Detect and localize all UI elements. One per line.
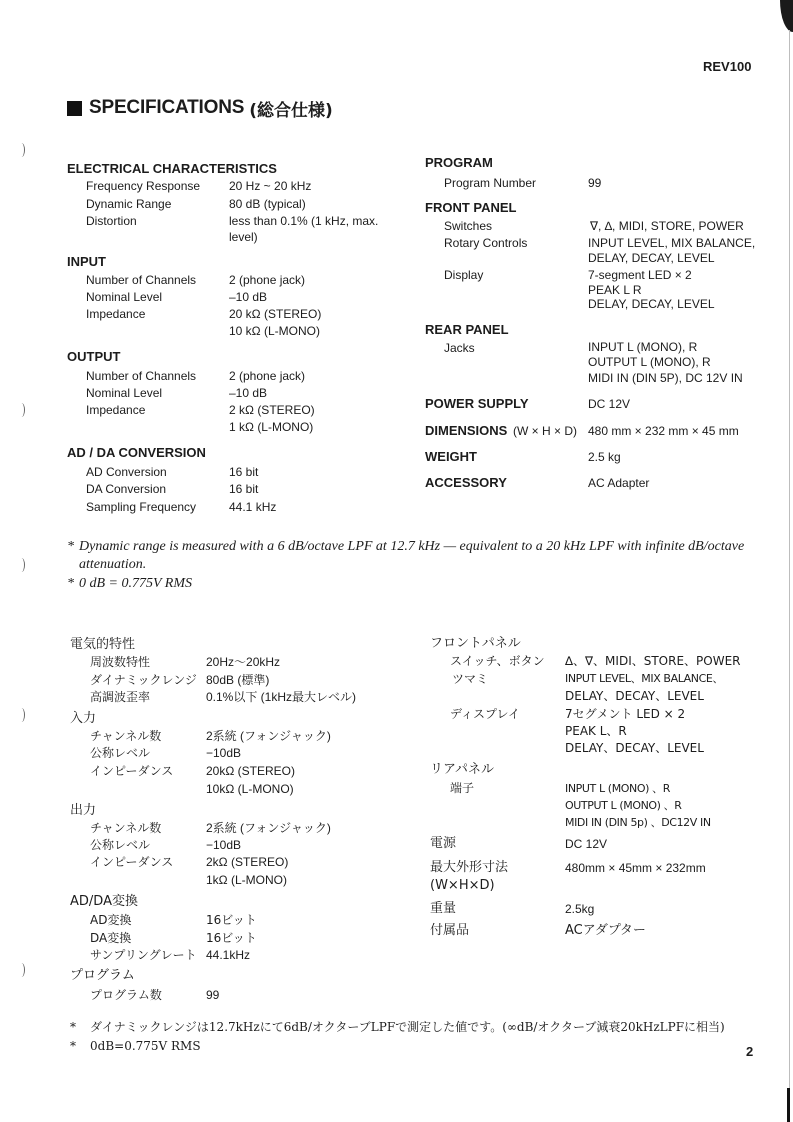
jp-output-impedance-stereo-value: 2kΩ (STEREO)	[206, 855, 289, 869]
jp-distortion-value: 0.1%以下 (1kHz最大レベル)	[206, 690, 357, 704]
sampling-frequency-value: 44.1 kHz	[229, 500, 277, 514]
front-panel-heading: FRONT PANEL	[425, 200, 517, 215]
jp-input-channels-value: 2系統 (フォンジャック)	[206, 729, 331, 743]
da-conversion-value: 16 bit	[229, 482, 259, 496]
display-value-line-2: PEAK L R	[588, 283, 642, 297]
display-label: Display	[444, 268, 484, 282]
dynamic-range-value: 80 dB (typical)	[229, 197, 306, 211]
jacks-value-line-1: INPUT L (MONO), R	[588, 340, 698, 354]
jp-front-panel-heading: フロントパネル	[430, 636, 521, 651]
jp-power-supply-heading: 電源	[430, 836, 457, 851]
accessory-heading: ACCESSORY	[425, 475, 507, 490]
jp-dimensions-axes-label: (W×H×D)	[430, 878, 495, 893]
jp-display-value-line-1: 7セグメント LED × 2	[565, 707, 686, 721]
jp-distortion-label: 高調波歪率	[90, 690, 151, 704]
title-square-icon	[67, 101, 82, 116]
distortion-value-line-1: less than 0.1% (1 kHz, max.	[229, 214, 379, 228]
distortion-label: Distortion	[86, 214, 137, 228]
footnote-marker: *	[67, 576, 74, 591]
accessory-value: AC Adapter	[588, 476, 650, 490]
jp-dynamic-range-footnote: ダイナミックレンジは12.7kHzにて6dB/オクターブLPFで測定した値です。(∞dB/オクターブ減衰20kHzLPFに相当)	[90, 1020, 725, 1034]
jp-program-number-value: 99	[206, 988, 220, 1002]
power-supply-value: DC 12V	[588, 397, 631, 411]
da-conversion-label: DA Conversion	[86, 482, 167, 496]
jp-footnote-marker: *	[70, 1020, 76, 1034]
jp-dynamic-range-value: 80dB (標準)	[206, 673, 270, 687]
dimensions-axes-label: (W × H × D)	[513, 424, 578, 438]
jp-input-nominal-level-label: 公称レベル	[90, 746, 151, 760]
jp-weight-heading: 重量	[430, 901, 457, 916]
jacks-value-line-3: MIDI IN (DIN 5P), DC 12V IN	[588, 371, 743, 385]
output-channels-label: Number of Channels	[86, 369, 197, 383]
program-heading: PROGRAM	[425, 155, 493, 170]
scan-edge-bottom	[787, 1088, 790, 1122]
sampling-frequency-label: Sampling Frequency	[86, 500, 197, 514]
jp-dimensions-heading: 最大外形寸法	[430, 860, 509, 875]
page-number: 2	[746, 1044, 754, 1059]
jp-accessory-heading: 付属品	[430, 923, 470, 938]
jp-switches-value: ∆、∇、MIDI、STORE、POWER	[565, 654, 741, 668]
jp-weight-value: 2.5kg	[565, 902, 595, 916]
jp-sampling-rate-label: サンプリングレート	[90, 948, 197, 962]
jp-output-impedance-mono-value: 1kΩ (L-MONO)	[206, 873, 287, 887]
power-supply-heading: POWER SUPPLY	[425, 396, 529, 411]
jp-display-value-line-2: PEAK L、R	[565, 724, 627, 738]
jp-program-number-label: プログラム数	[90, 988, 162, 1002]
jp-dynamic-range-label: ダイナミックレンジ	[90, 673, 197, 687]
jp-ad-da-conversion-heading: AD/DA変換	[70, 894, 138, 909]
jp-output-nominal-level-label: 公称レベル	[90, 838, 151, 852]
page-heading	[67, 96, 333, 120]
input-impedance-stereo-value: 20 kΩ (STEREO)	[229, 307, 322, 321]
dynamic-range-footnote-line-2: attenuation.	[79, 557, 147, 572]
jp-knobs-value-line-1: INPUT LEVEL、MIX BALANCE、	[565, 672, 724, 685]
electrical-characteristics-heading: ELECTRICAL CHARACTERISTICS	[67, 161, 277, 176]
jp-ad-conversion-value: 16ビット	[206, 913, 257, 927]
switches-value: ∇, ∆, MIDI, STORE, POWER	[590, 219, 744, 233]
output-nominal-level-value: –10 dB	[229, 386, 268, 400]
title-jp-text: (総合仕様)	[249, 100, 333, 121]
jp-input-heading: 入力	[70, 711, 97, 726]
jp-display-value-line-3: DELAY、DECAY、LEVEL	[565, 741, 704, 755]
jp-display-label: ディスプレイ	[450, 707, 520, 721]
jp-output-channels-value: 2系統 (フォンジャック)	[206, 821, 331, 835]
jp-frequency-response-label: 周波数特性	[90, 655, 151, 669]
jp-output-impedance-label: インピーダンス	[90, 855, 174, 869]
jp-sampling-rate-value: 44.1kHz	[206, 948, 251, 962]
switches-label: Switches	[444, 219, 493, 233]
jp-power-supply-value: DC 12V	[565, 837, 608, 851]
frequency-response-label: Frequency Response	[86, 179, 201, 193]
display-value-line-1: 7-segment LED × 2	[588, 268, 692, 282]
binding-hole-mark	[18, 708, 25, 722]
jp-da-conversion-label: DA変換	[90, 931, 132, 945]
jp-program-heading: プログラム	[70, 968, 135, 983]
reference-level-footnote: 0 dB = 0.775V RMS	[79, 576, 193, 591]
weight-value: 2.5 kg	[588, 450, 621, 464]
jp-input-channels-label: チャンネル数	[90, 729, 162, 743]
model-name: REV100	[703, 59, 752, 74]
dimensions-heading: DIMENSIONS	[425, 423, 508, 438]
output-channels-value: 2 (phone jack)	[229, 369, 306, 383]
binding-hole-mark	[18, 963, 25, 977]
jacks-value-line-2: OUTPUT L (MONO), R	[588, 355, 711, 369]
ad-da-conversion-heading: AD / DA CONVERSION	[67, 445, 206, 460]
rotary-controls-value-line-1: INPUT LEVEL, MIX BALANCE,	[588, 236, 756, 250]
scan-edge-line	[789, 30, 790, 1090]
input-impedance-label: Impedance	[86, 307, 146, 321]
input-channels-value: 2 (phone jack)	[229, 273, 306, 287]
jp-input-impedance-stereo-value: 20kΩ (STEREO)	[206, 764, 295, 778]
rotary-controls-value-line-2: DELAY, DECAY, LEVEL	[588, 251, 715, 265]
input-nominal-level-label: Nominal Level	[86, 290, 163, 304]
jp-knobs-value-line-2: DELAY、DECAY、LEVEL	[565, 689, 704, 703]
dynamic-range-footnote-line-1: Dynamic range is measured with a 6 dB/octave LPF at 12.7 kHz — equivalent to a 20 kHz LPF with infinite dB/octave	[79, 539, 745, 554]
jp-electrical-characteristics-heading: 電気的特性	[70, 637, 136, 652]
jp-input-impedance-mono-value: 10kΩ (L-MONO)	[206, 782, 294, 796]
frequency-response-value: 20 Hz ~ 20 kHz	[229, 179, 312, 193]
scan-edge-corner	[780, 0, 793, 32]
input-heading: INPUT	[67, 254, 106, 269]
jp-jacks-value-line-2: OUTPUT L (MONO) 、R	[565, 799, 682, 812]
output-heading: OUTPUT	[67, 349, 121, 364]
input-impedance-mono-value: 10 kΩ (L-MONO)	[229, 324, 320, 338]
jp-knobs-label: ツマミ	[452, 672, 489, 686]
dimensions-value: 480 mm × 232 mm × 45 mm	[588, 424, 739, 438]
binding-hole-mark	[18, 558, 25, 572]
rotary-controls-label: Rotary Controls	[444, 236, 528, 250]
footnote-marker: *	[67, 539, 74, 554]
jp-jacks-value-line-1: INPUT L (MONO) 、R	[565, 782, 670, 795]
rear-panel-heading: REAR PANEL	[425, 322, 509, 337]
jp-dimensions-value: 480mm × 45mm × 232mm	[565, 861, 706, 875]
jp-input-nominal-level-value: −10dB	[206, 746, 242, 760]
jp-reference-level-footnote: 0dB=0.775V RMS	[90, 1039, 201, 1053]
output-impedance-label: Impedance	[86, 403, 146, 417]
display-value-line-3: DELAY, DECAY, LEVEL	[588, 297, 715, 311]
jp-input-impedance-label: インピーダンス	[90, 764, 174, 778]
output-nominal-level-label: Nominal Level	[86, 386, 163, 400]
weight-heading: WEIGHT	[425, 449, 477, 464]
program-number-value: 99	[588, 176, 602, 190]
title-text: SPECIFICATIONS	[89, 97, 245, 118]
dynamic-range-label: Dynamic Range	[86, 197, 172, 211]
output-impedance-mono-value: 1 kΩ (L-MONO)	[229, 420, 314, 434]
jp-output-nominal-level-value: −10dB	[206, 838, 242, 852]
input-channels-label: Number of Channels	[86, 273, 197, 287]
jp-frequency-response-value: 20Hz〜20kHz	[206, 655, 281, 669]
jp-switches-label: スイッチ、ボタン	[450, 654, 545, 668]
program-number-label: Program Number	[444, 176, 537, 190]
ad-conversion-value: 16 bit	[229, 465, 259, 479]
jp-accessory-value: ACアダプター	[565, 923, 646, 938]
input-nominal-level-value: –10 dB	[229, 290, 268, 304]
output-impedance-stereo-value: 2 kΩ (STEREO)	[229, 403, 315, 417]
binding-hole-mark	[18, 403, 25, 417]
jp-output-heading: 出力	[70, 803, 97, 818]
jp-output-channels-label: チャンネル数	[90, 821, 162, 835]
jp-jacks-value-line-3: MIDI IN (DIN 5p) 、DC12V IN	[565, 816, 711, 829]
binding-hole-mark	[18, 143, 25, 157]
jp-jacks-label: 端子	[450, 781, 475, 795]
jp-footnote-marker: *	[70, 1039, 76, 1053]
distortion-value-line-2: level)	[229, 230, 258, 244]
ad-conversion-label: AD Conversion	[86, 465, 167, 479]
jp-rear-panel-heading: リアパネル	[430, 762, 494, 777]
jacks-label: Jacks	[444, 341, 475, 355]
jp-ad-conversion-label: AD変換	[90, 913, 132, 927]
jp-da-conversion-value: 16ビット	[206, 931, 257, 945]
